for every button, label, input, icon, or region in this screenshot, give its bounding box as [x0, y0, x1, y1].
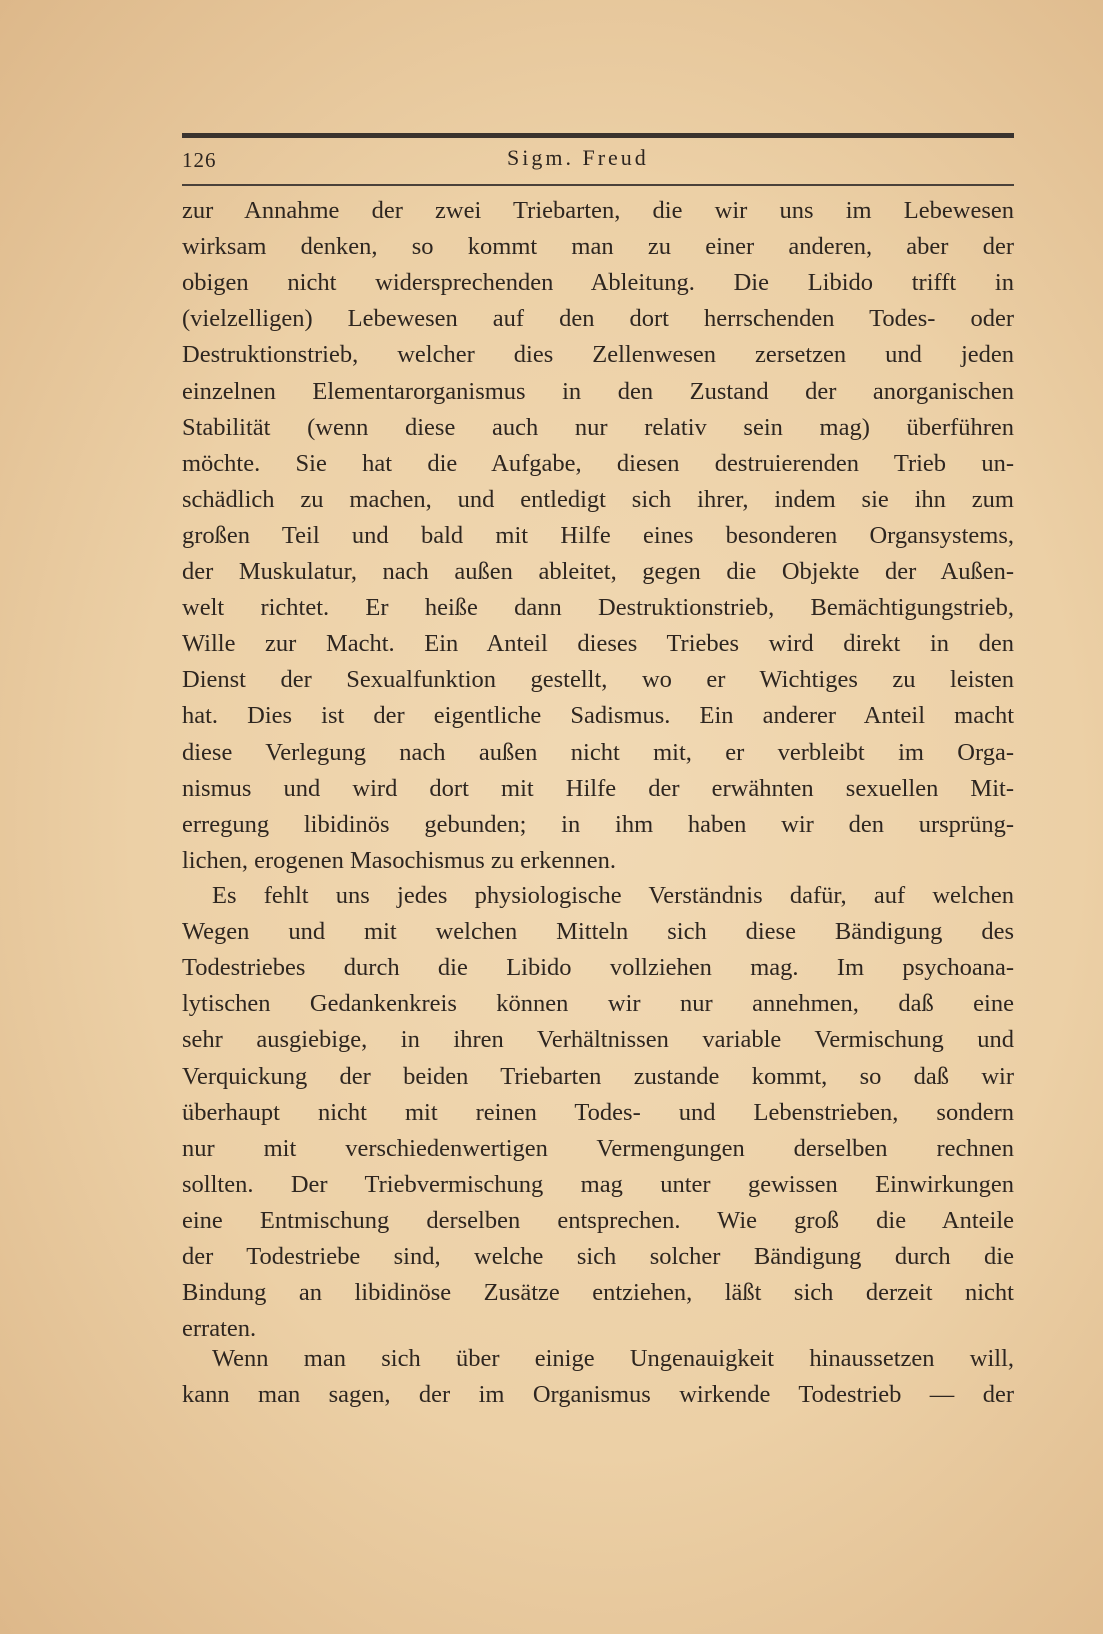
text-line: nismus und wird dort mit Hilfe der erwähnten sexuellen Mit-	[182, 774, 1014, 802]
text-line: lytischen Gedankenkreis können wir nur annehmen, daß eine	[182, 990, 1014, 1018]
text-line: lichen, erogenen Masochismus zu erkennen.	[182, 846, 617, 874]
text-line: wirksam denken, so kommt man zu einer anderen, aber der	[182, 233, 1014, 261]
text-line: eine Entmischung derselben entsprechen. Wie groß die Anteile	[182, 1206, 1014, 1234]
text-line: kann man sagen, der im Organismus wirkende Todestrieb — der	[182, 1381, 1014, 1409]
text-line: der Todestriebe sind, welche sich solcher Bändigung durch die	[182, 1243, 1014, 1270]
text-line: Destruktionstrieb, welcher dies Zellenwesen zersetzen und jeden	[182, 341, 1014, 369]
header-rule-bottom	[182, 184, 1014, 186]
text-line: zur Annahme der zwei Triebarten, die wir uns im Lebewesen	[182, 197, 1014, 224]
page-number: 126	[182, 148, 217, 172]
text-line: Todestriebes durch die Libido vollziehen mag. Im psychoana-	[182, 954, 1014, 982]
text-line: einzelnen Elementarorganismus in den Zustand der anorganischen	[182, 377, 1014, 405]
text-line: obigen nicht widersprechenden Ableitung. Die Libido trifft in	[182, 269, 1014, 297]
text-line: sehr ausgiebige, in ihren Verhältnissen variable Vermischung und	[182, 1026, 1014, 1054]
text-line: Es fehlt uns jedes physiologische Verständnis dafür, auf welchen	[212, 882, 1014, 909]
text-line: Wille zur Macht. Ein Anteil dieses Triebes wird direkt in den	[182, 630, 1014, 658]
header-rule-top	[182, 133, 1014, 138]
text-line: überhaupt nicht mit reinen Todes- und Lebenstrieben, sondern	[182, 1098, 1014, 1126]
text-line: großen Teil und bald mit Hilfe eines besonderen Organsystems,	[182, 521, 1014, 549]
text-line: Stabilität (wenn diese auch nur relativ sein mag) überführen	[182, 413, 1014, 441]
text-line: erraten.	[182, 1315, 257, 1343]
text-line: schädlich zu machen, und entledigt sich ihrer, indem sie ihn zum	[182, 485, 1014, 513]
text-line: Wegen und mit welchen Mitteln sich diese Bändigung des	[182, 918, 1014, 946]
text-line: Wenn man sich über einige Ungenauigkeit hinaussetzen will,	[212, 1345, 1014, 1372]
text-line: (vielzelligen) Lebewesen auf den dort herrschenden Todes- oder	[182, 305, 1014, 333]
running-title: Sigm. Freud	[507, 145, 649, 170]
text-line: Verquickung der beiden Triebarten zustande kommt, so daß wir	[182, 1062, 1014, 1090]
text-line: Dienst der Sexualfunktion gestellt, wo er Wichtiges zu leisten	[182, 666, 1014, 694]
text-line: sollten. Der Triebvermischung mag unter gewissen Einwirkungen	[182, 1170, 1014, 1198]
text-line: der Muskulatur, nach außen ableitet, gegen die Objekte der Außen-	[182, 558, 1014, 585]
text-line: möchte. Sie hat die Aufgabe, diesen destruierenden Trieb un-	[182, 449, 1014, 477]
text-line: Bindung an libidinöse Zusätze entziehen, läßt sich derzeit nicht	[182, 1279, 1014, 1307]
text-line: hat. Dies ist der eigentliche Sadismus. Ein anderer Anteil macht	[182, 702, 1014, 730]
text-line: erregung libidinös gebunden; in ihm haben wir den ursprüng-	[182, 810, 1014, 838]
text-line: diese Verlegung nach außen nicht mit, er verbleibt im Orga-	[182, 738, 1014, 766]
text-line: welt richtet. Er heiße dann Destruktionstrieb, Bemächtigungstrieb,	[182, 594, 1014, 622]
text-line: nur mit verschiedenwertigen Vermengungen derselben rechnen	[182, 1134, 1014, 1162]
